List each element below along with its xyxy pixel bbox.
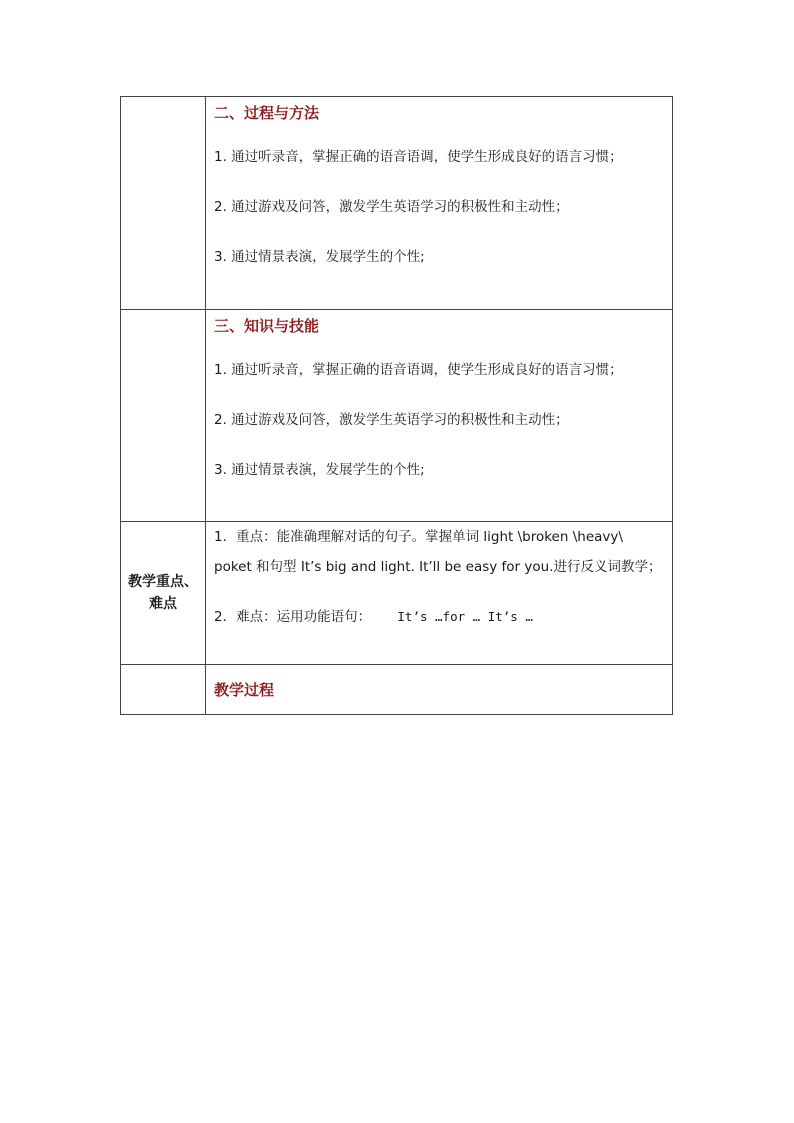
list-item: 3. 通过情景表演，发展学生的个性; — [214, 462, 425, 478]
list-item: 1. 通过听录音，掌握正确的语音语调，使学生形成良好的语言习惯； — [214, 362, 623, 378]
content-cell — [206, 522, 673, 665]
list-item: 3. 通过情景表演，发展学生的个性; — [214, 249, 425, 265]
row-label-cell — [121, 665, 206, 715]
section-heading-process: 二、过程与方法 — [214, 104, 320, 122]
section-heading-teaching-process: 教学过程 — [214, 680, 275, 699]
difficult-point-phrase: It’s …for … It’s … — [397, 609, 533, 624]
key-point-item: 1．重点：能准确理解对话的句子。掌握单词 light \broken \heavy\ poket 和句型 It’s big and light. It’ll be easy for you.进行反义词教学； — [214, 529, 662, 575]
table-row — [121, 665, 673, 715]
table-row — [121, 522, 673, 665]
lesson-plan-table — [120, 96, 673, 715]
section-heading-knowledge: 三、知识与技能 — [214, 317, 320, 335]
difficult-point-label: 2．难点：运用功能语句： — [214, 609, 372, 625]
row-label-cell — [121, 522, 206, 665]
difficult-point-item — [214, 602, 664, 632]
content-cell — [206, 665, 673, 715]
row-label-cell — [121, 310, 206, 522]
content-cell — [206, 97, 673, 310]
row-label-cell — [121, 97, 206, 310]
table-row — [121, 310, 673, 522]
list-item: 1. 通过听录音，掌握正确的语音语调，使学生形成良好的语言习惯； — [214, 149, 623, 165]
list-item: 2. 通过游戏及问答，激发学生英语学习的积极性和主动性； — [214, 199, 569, 215]
key-points-label: 教学重点、难点 — [128, 574, 198, 612]
table-row — [121, 97, 673, 310]
content-cell — [206, 310, 673, 522]
list-item: 2. 通过游戏及问答，激发学生英语学习的积极性和主动性； — [214, 412, 569, 428]
